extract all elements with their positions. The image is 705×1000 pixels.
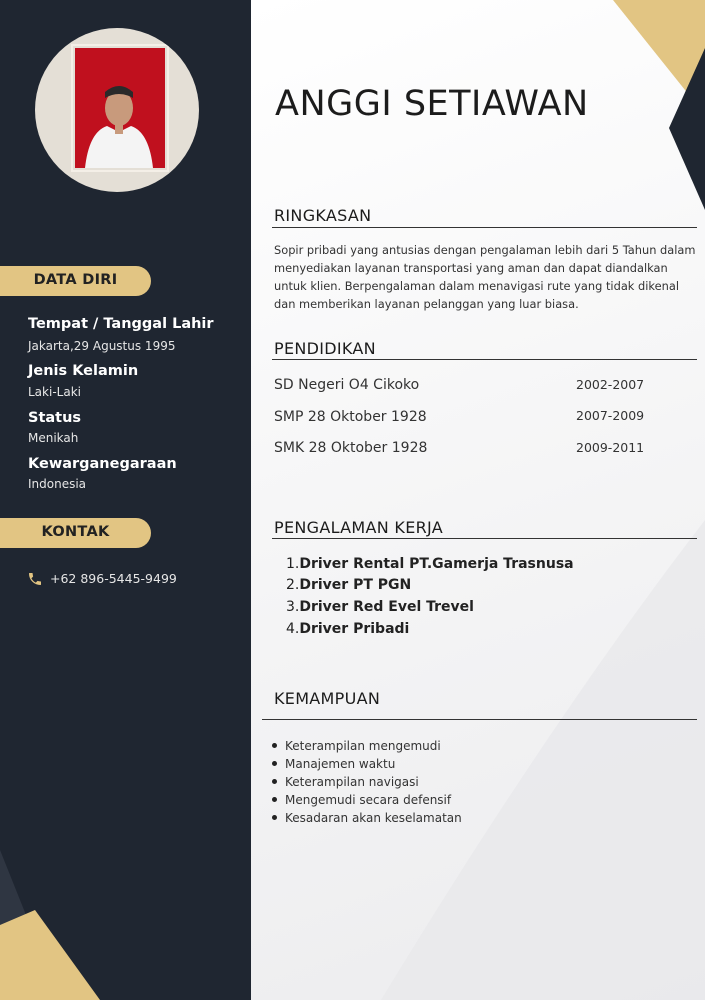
job-number: 1. [286, 556, 300, 572]
pengalaman-title: PENGALAMAN KERJA [274, 518, 444, 537]
bullet-icon [272, 779, 277, 784]
pengalaman-divider [272, 538, 697, 539]
bullet-icon [272, 743, 277, 748]
education-years: 2009-2011 [576, 440, 645, 455]
citizenship-value: Indonesia [28, 477, 87, 491]
candidate-name: ANGGI SETIAWAN [275, 84, 589, 124]
education-years: 2007-2009 [576, 408, 645, 423]
gender-value: Laki-Laki [28, 385, 81, 399]
job-item [286, 556, 574, 572]
person-silhouette [35, 28, 199, 192]
job-label: Driver Pribadi [299, 621, 410, 637]
kemampuan-divider [262, 719, 697, 720]
skill-label: Mengemudi secara defensif [285, 793, 452, 807]
summary-text: Sopir pribadi yang antusias dengan pengalaman lebih dari 5 Tahun dalam menyediakan layanan transportasi yang aman dan dapat diandalkan untuk klien. Berpengalaman dalam menavigasi rute yang tidak dikenal dan memberikan layanan pelanggan yang luar biasa. [274, 243, 696, 311]
data-diri-header [0, 266, 151, 296]
job-number: 3. [286, 599, 300, 615]
birth-value: Jakarta,29 Agustus 1995 [28, 339, 176, 353]
phone-number: +62 896-5445-9499 [50, 571, 177, 586]
job-label: Driver PT PGN [299, 577, 412, 593]
phone-icon [27, 571, 43, 587]
skill-item [272, 739, 441, 753]
education-years: 2002-2007 [576, 377, 645, 392]
skill-label: Keterampilan navigasi [285, 775, 419, 789]
profile-photo [35, 28, 199, 192]
skill-item [272, 757, 395, 771]
skill-label: Manajemen waktu [285, 757, 396, 771]
pendidikan-divider [272, 359, 697, 360]
education-school: SMP 28 Oktober 1928 [274, 409, 427, 425]
education-school: SD Negeri O4 Cikoko [274, 377, 420, 393]
kontak-header [0, 518, 151, 548]
gender-label: Jenis Kelamin [28, 363, 139, 379]
skill-item [272, 811, 462, 825]
job-label: Driver Red Evel Trevel [299, 599, 474, 615]
job-number: 4. [286, 621, 300, 637]
skill-label: Kesadaran akan keselamatan [285, 811, 462, 825]
job-number: 2. [286, 577, 300, 593]
skill-item [272, 793, 451, 807]
pendidikan-title: PENDIDIKAN [274, 339, 376, 358]
bullet-icon [272, 761, 277, 766]
kontak-title: KONTAK [41, 524, 110, 540]
bullet-icon [272, 815, 277, 820]
sidebar [0, 0, 251, 1000]
main-content [251, 0, 705, 1000]
skill-label: Keterampilan mengemudi [285, 739, 441, 753]
data-diri-title: DATA DIRI [33, 272, 118, 288]
status-value: Menikah [28, 431, 79, 445]
citizenship-label: Kewarganegaraan [28, 456, 177, 472]
ringkasan-divider [272, 227, 697, 228]
ringkasan-title: RINGKASAN [274, 206, 372, 225]
job-item [286, 621, 409, 637]
education-school: SMK 28 Oktober 1928 [274, 440, 428, 456]
job-item [286, 577, 411, 593]
job-label: Driver Rental PT.Gamerja Trasnusa [299, 556, 574, 572]
skill-item [272, 775, 419, 789]
main-decoration [251, 0, 705, 1000]
job-item [286, 599, 474, 615]
status-label: Status [28, 410, 82, 426]
kemampuan-title: KEMAMPUAN [274, 689, 381, 708]
bullet-icon [272, 797, 277, 802]
birth-label: Tempat / Tanggal Lahir [28, 316, 214, 332]
